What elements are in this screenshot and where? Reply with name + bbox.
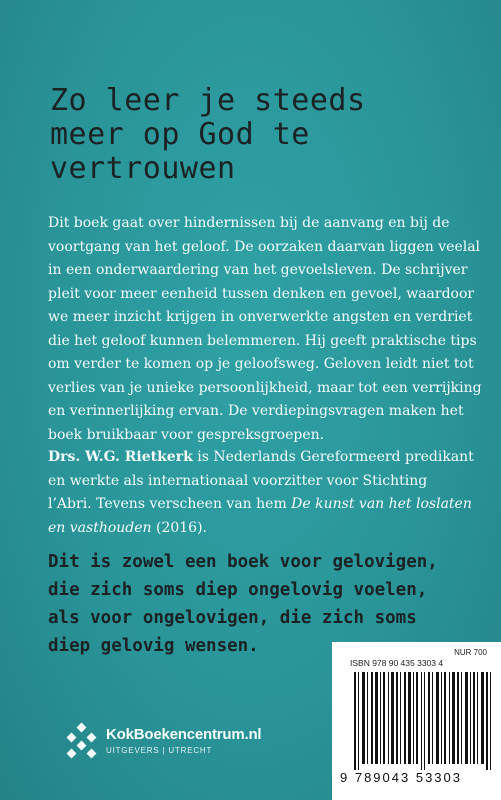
blurb-line: boek bruikbaar voor gespreksgroepen. — [48, 426, 325, 443]
headline-line: Zo leer je steeds — [50, 83, 366, 118]
bio-text: is Nederlands Gereformeerd predikant — [192, 449, 474, 465]
blurb-line: voortgang van het geloof. De oorzaken daarvan liggen veelal — [48, 238, 481, 255]
blurb-line: die het geloof kunnen belemmeren. Hij geeft praktische tips — [48, 332, 477, 349]
blurb-paragraph — [48, 212, 482, 447]
blurb-line: pleit voor meer eenheid tussen denken en gevoel, waardoor — [48, 285, 475, 302]
book-title: en vasthouden — [48, 519, 152, 536]
bio-text: (2016). — [151, 519, 207, 536]
blurb-line: we meer inzicht krijgen in onverwerkte angsten en verdriet — [48, 309, 473, 325]
quote-line: diep gelovig wensen. — [48, 636, 259, 656]
blurb-line: en verinnerlijking ervan. De verdiepingsvragen maken het — [48, 403, 464, 419]
isbn-text: ISBN 978 90 435 3303 4 — [350, 658, 444, 668]
quote-line: die zich soms diep ongelovig voelen, — [48, 580, 428, 600]
barcode-icon — [352, 672, 494, 770]
barcode-panel — [332, 642, 501, 800]
barcode-digits: 9 789043 53303 — [340, 770, 462, 785]
blurb-line: Dit boek gaat over hindernissen bij de aanvang en bij de — [48, 215, 450, 231]
headline-line: meer op God te — [50, 117, 310, 152]
author-bio — [48, 446, 474, 540]
author-name: Drs. W.G. Rietkerk — [48, 449, 193, 465]
blurb-line: verlies van je unieke persoonlijkheid, maar tot een verrijking — [48, 379, 482, 396]
quote-line: als voor ongelovigen, die zich soms — [48, 608, 417, 628]
bio-text: en werkte als internationaal voorzitter voor Stichting — [48, 472, 428, 489]
kok-boekencentrum-logo-icon — [64, 722, 100, 762]
quote-line: Dit is zowel een boek voor gelovigen, — [48, 552, 438, 572]
publisher-name: KokBoekencentrum.nl — [106, 726, 262, 743]
publisher-location: UITGEVERS | UTRECHT — [106, 746, 213, 755]
blurb-line: om verder te komen op je geloofsweg. Geloven leidt niet tot — [48, 356, 474, 372]
headline-line: vertrouwen — [50, 151, 236, 186]
bio-text: l’Abri. Tevens verscheen van hem — [48, 496, 292, 512]
headline — [50, 84, 470, 186]
blurb-line: in een onderwaardering van het gevoelsleven. De schrijver — [48, 262, 468, 278]
nur-code: NUR 700 — [454, 648, 487, 657]
publisher-logo — [64, 722, 294, 762]
book-title: De kunst van het loslaten — [291, 496, 472, 512]
